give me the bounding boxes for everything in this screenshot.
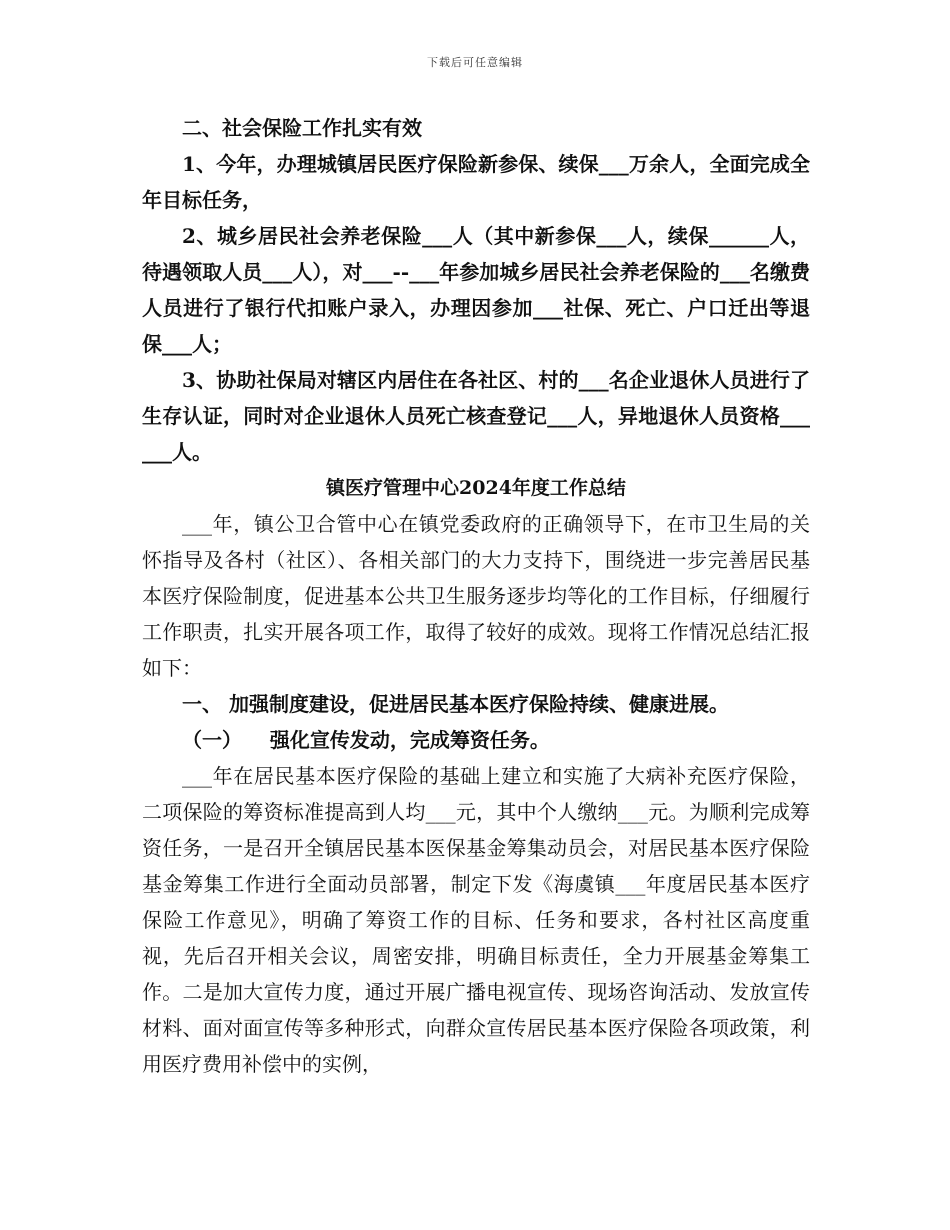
document-title: 镇医疗管理中心2024年度工作总结	[326, 477, 626, 499]
paragraph-item-2: 2、城乡居民社会养老保险___人（其中新参保___人，续保______人，待遇领取人员___人），对___--___年参加城乡居民社会养老保险的___名缴费人员进行了银行代扣账户录入，办理因参加___社保、死亡、户口迁出等退保___人；	[142, 224, 810, 356]
body-paragraph: ___年在居民基本医疗保险的基础上建立和实施了大病补充医疗保险，二项保险的筹资标准提高到人均___元，其中个人缴纳___元。为顺利完成筹资任务，一是召开全镇居民基本医保基金筹集动员会，对居民基本医疗保险基金筹集工作进行全面动员部署，制定下发《海虞镇___年度居民基本医疗保险工作意见》，明确了筹资工作的目标、任务和要求，各村社区高度重视，先后召开相关会议，周密安排，明确目标责任，全力开展基金筹集工作。二是加大宣传力度，通过开展广播电视宣传、现场咨询活动、发放宣传材料、面对面宣传等多种形式，向群众宣传居民基本医疗保险各项政策，利用医疗费用补偿中的实例，	[142, 764, 810, 1076]
section-two-heading: 二、社会保险工作扎实有效	[182, 116, 422, 140]
document-body	[142, 110, 810, 1082]
sub-one-heading: （一） 强化宣传发动，完成筹资任务。	[182, 728, 550, 752]
part-one-heading: 一、 加强制度建设，促进居民基本医疗保险持续、健康进展。	[182, 692, 729, 716]
intro-paragraph: ___年，镇公卫合管中心在镇党委政府的正确领导下，在市卫生局的关怀指导及各村（社区）、各相关部门的大力支持下，围绕进一步完善居民基本医疗保险制度，促进基本公共卫生服务逐步均等化的工作目标，仔细履行工作职责，扎实开展各项工作，取得了较好的成效。现将工作情况总结汇报如下：	[142, 512, 810, 680]
paragraph-item-1: 1、今年，办理城镇居民医疗保险新参保、续保___万余人，全面完成全年目标任务，	[142, 152, 810, 212]
paragraph-item-3: 3、协助社保局对辖区内居住在各社区、村的___名企业退休人员进行了生存认证，同时对企业退休人员死亡核查登记___人，异地退休人员资格______人。	[142, 368, 810, 464]
page-header-note: 下载后可任意编辑	[427, 56, 523, 69]
